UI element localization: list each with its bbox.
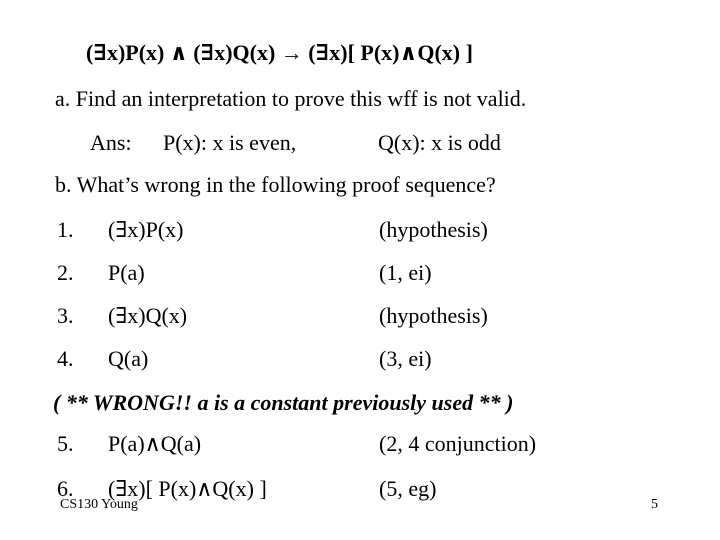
proof-step-expression: P(a)∧Q(a) bbox=[108, 431, 202, 456]
proof-step-expression: Q(a) bbox=[108, 346, 149, 371]
error-note: ( ** WRONG!! a is a constant previously used ** ) bbox=[53, 390, 514, 415]
proof-step-number: 2. bbox=[57, 260, 74, 285]
proof-step-number: 4. bbox=[57, 346, 74, 371]
proof-step-justification: (2, 4 conjunction) bbox=[379, 431, 537, 456]
proof-step-number: 6. bbox=[57, 476, 74, 501]
proof-step-justification: (hypothesis) bbox=[379, 303, 488, 328]
proof-step-number: 1. bbox=[57, 217, 74, 242]
slide-title: (∃x)P(x) ∧ (∃x)Q(x) → (∃x)[ P(x)∧Q(x) ] bbox=[86, 40, 473, 65]
answer-label: Ans: bbox=[90, 130, 132, 155]
question-part-a: a. Find an interpretation to prove this wff is not valid. bbox=[55, 86, 527, 111]
answer-p-definition: P(x): x is even, bbox=[163, 130, 297, 155]
proof-step-expression: (∃x)[ P(x)∧Q(x) ] bbox=[108, 476, 267, 501]
footer-page-number: 5 bbox=[651, 497, 658, 512]
proof-step-number: 5. bbox=[57, 431, 74, 456]
proof-step-expression: P(a) bbox=[108, 260, 145, 285]
proof-step-expression: (∃x)P(x) bbox=[108, 217, 184, 242]
proof-step-justification: (hypothesis) bbox=[379, 217, 488, 242]
answer-q-definition: Q(x): x is odd bbox=[378, 130, 501, 155]
question-part-b: b. What’s wrong in the following proof sequence? bbox=[55, 172, 496, 197]
proof-step-justification: (1, ei) bbox=[379, 260, 432, 285]
proof-step-expression: (∃x)Q(x) bbox=[108, 303, 188, 328]
proof-step-justification: (3, ei) bbox=[379, 346, 432, 371]
footer-course: CS130 Young bbox=[60, 497, 138, 512]
proof-step-justification: (5, eg) bbox=[379, 476, 437, 501]
proof-step-number: 3. bbox=[57, 303, 74, 328]
